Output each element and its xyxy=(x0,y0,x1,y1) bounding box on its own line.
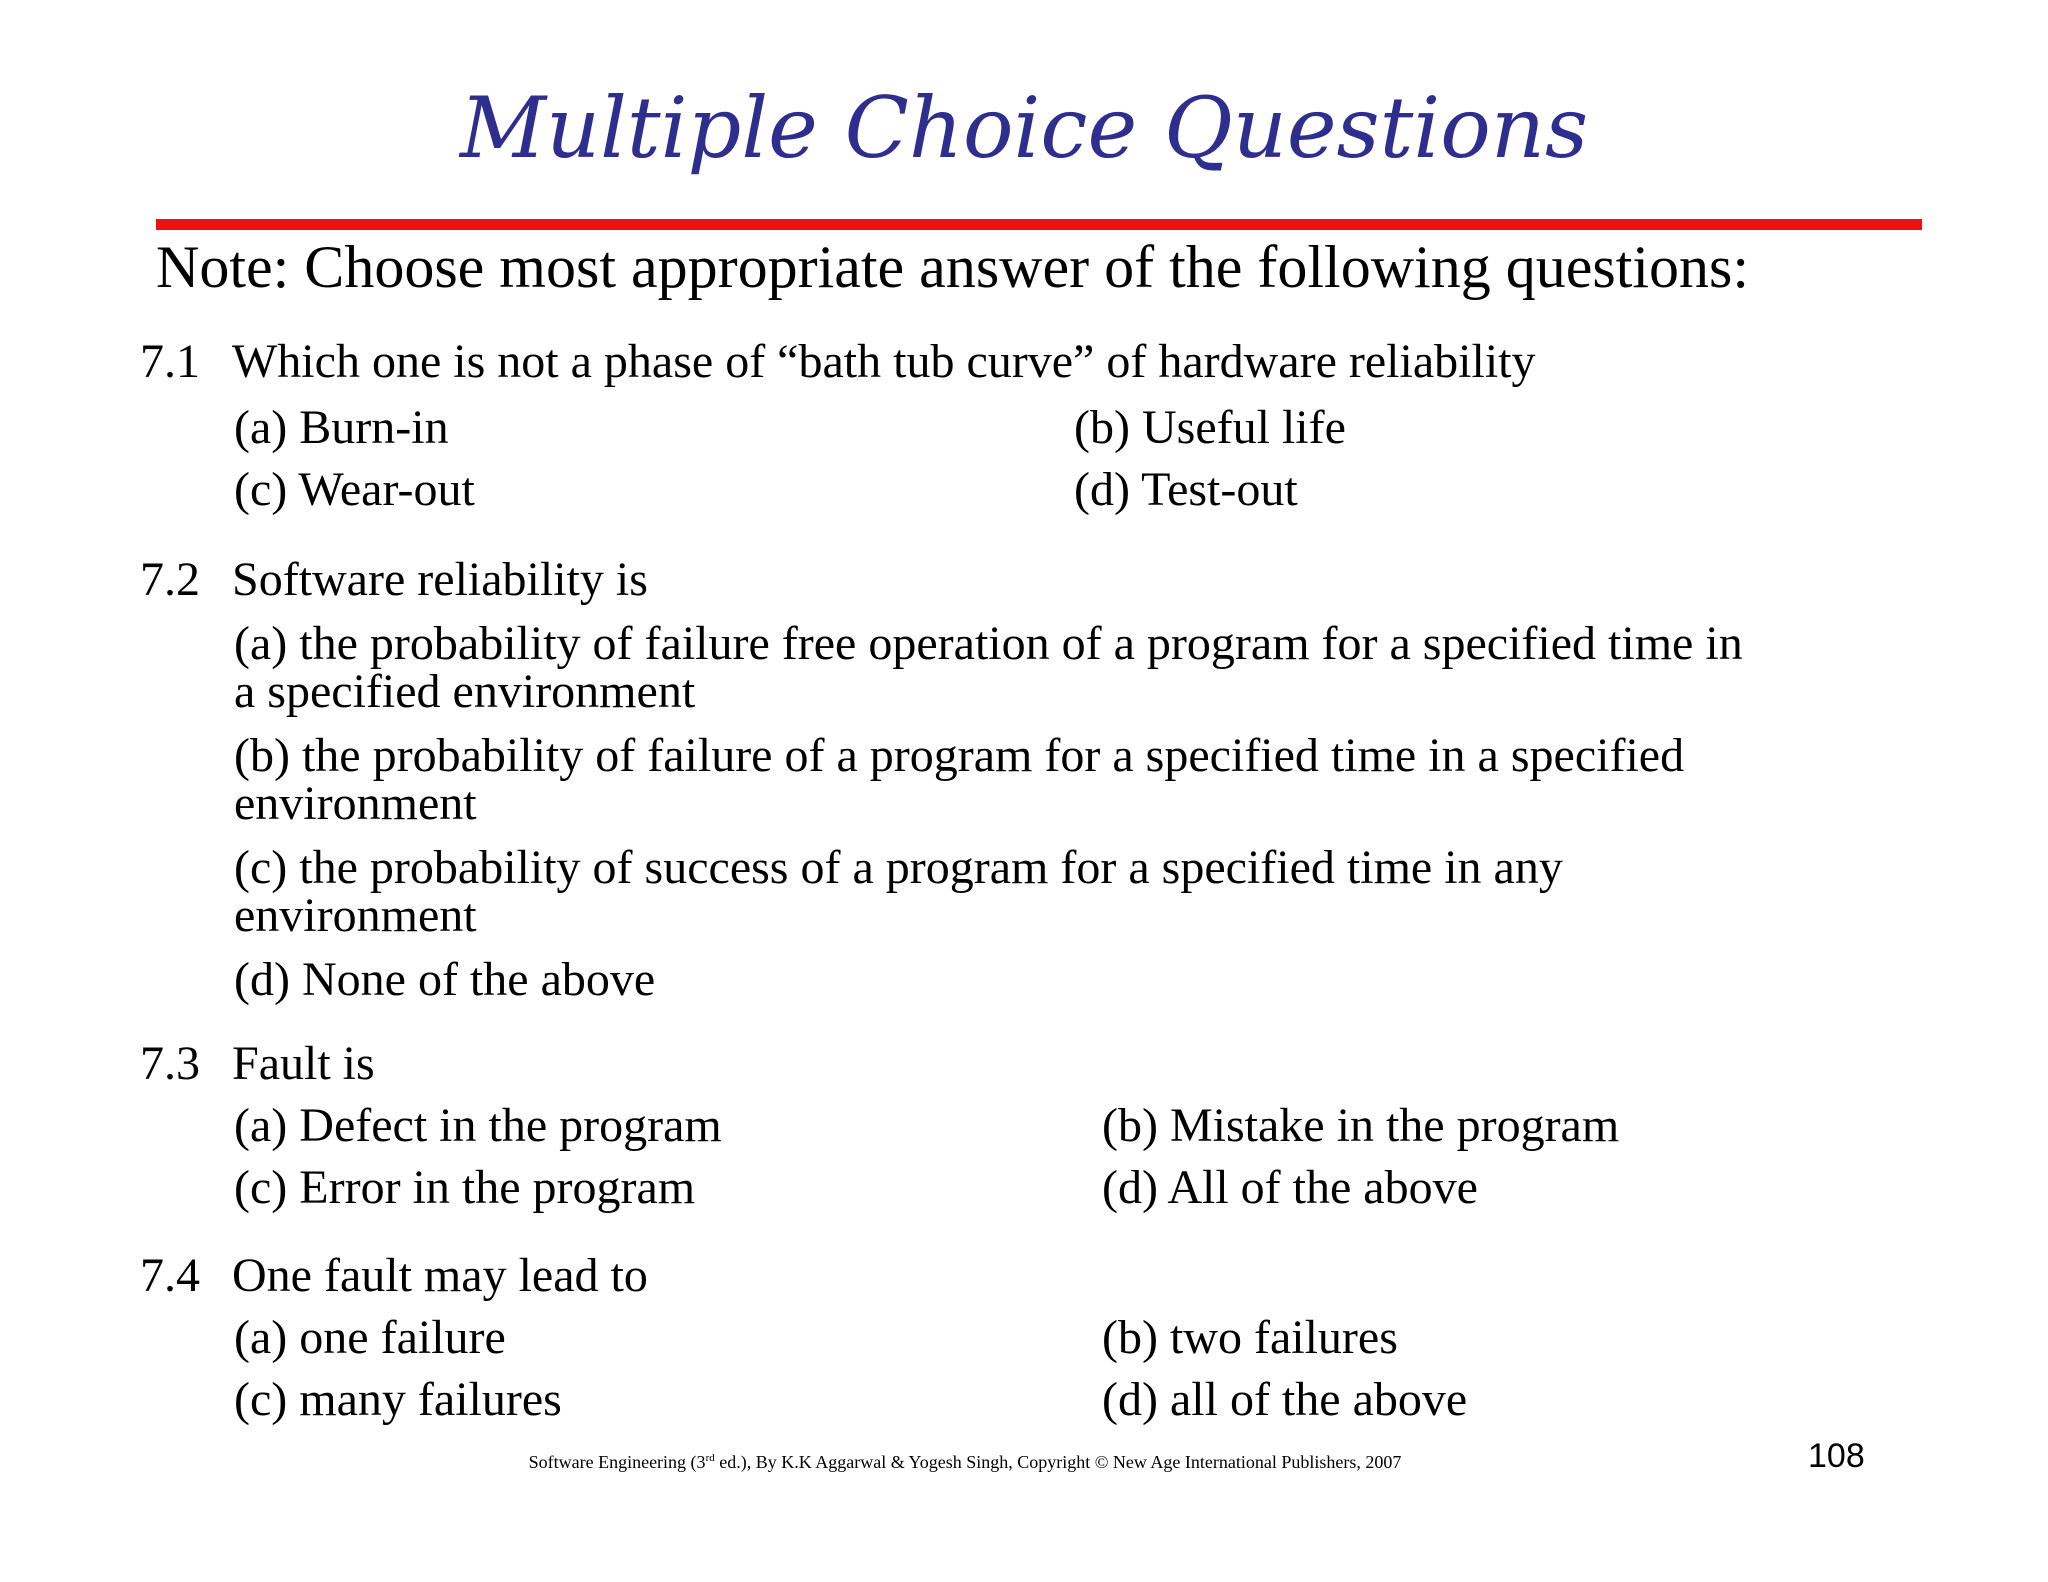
option-7-4-b: (b) two failures xyxy=(1102,1311,1398,1364)
option-7-2-b-line1: (b) the probability of failure of a program for a specified time in a specified xyxy=(234,729,1685,782)
option-7-1-a: (a) Burn-in xyxy=(234,401,449,454)
option-7-2-a-line2: a specified environment xyxy=(234,665,696,718)
option-7-2-b-line2: environment xyxy=(234,777,477,830)
question-number: 7.2 xyxy=(140,553,200,606)
option-7-4-c: (c) many failures xyxy=(234,1373,562,1426)
instruction-note: Note: Choose most appropriate answer of the following questions: xyxy=(156,234,1750,300)
option-7-4-d: (d) all of the above xyxy=(1102,1373,1468,1426)
option-7-3-a: (a) Defect in the program xyxy=(234,1099,722,1152)
question-7-4 xyxy=(140,1248,648,1304)
slide-title: Multiple Choice Questions xyxy=(459,79,1589,177)
option-7-2-c-line2: environment xyxy=(234,889,477,942)
question-text: One fault may lead to xyxy=(232,1249,648,1302)
question-7-3 xyxy=(140,1036,375,1092)
question-number: 7.1 xyxy=(140,335,200,388)
question-number: 7.3 xyxy=(140,1037,200,1090)
option-7-2-a-line1: (a) the probability of failure free operation of a program for a specified time in xyxy=(234,617,1743,670)
option-7-4-a: (a) one failure xyxy=(234,1311,506,1364)
footer-credit-suffix: ed.), By K.K Aggarwal & Yogesh Singh, Copyright © New Age International Publishers, 2007 xyxy=(714,1452,1402,1472)
question-number: 7.4 xyxy=(140,1249,200,1302)
footer-credit-superscript: rd xyxy=(705,1452,715,1464)
option-7-3-b: (b) Mistake in the program xyxy=(1102,1099,1620,1152)
option-7-1-c: (c) Wear-out xyxy=(234,463,475,516)
option-7-3-c: (c) Error in the program xyxy=(234,1161,696,1214)
option-7-2-d: (d) None of the above xyxy=(234,953,656,1006)
page-number: 108 xyxy=(1808,1437,1865,1475)
question-text: Fault is xyxy=(232,1037,375,1090)
footer-credit xyxy=(0,1446,1930,1474)
title-underline-rule xyxy=(156,219,1922,230)
question-7-1 xyxy=(140,334,1536,390)
option-7-1-b: (b) Useful life xyxy=(1074,401,1346,454)
option-7-2-c-line1: (c) the probability of success of a program for a specified time in any xyxy=(234,841,1563,894)
option-7-1-d: (d) Test-out xyxy=(1074,463,1298,516)
option-7-3-d: (d) All of the above xyxy=(1102,1161,1478,1214)
question-text: Software reliability is xyxy=(232,553,648,606)
question-7-2 xyxy=(140,552,648,608)
question-text: Which one is not a phase of “bath tub curve” of hardware reliability xyxy=(232,335,1536,388)
footer-credit-prefix: Software Engineering (3 xyxy=(528,1452,706,1472)
